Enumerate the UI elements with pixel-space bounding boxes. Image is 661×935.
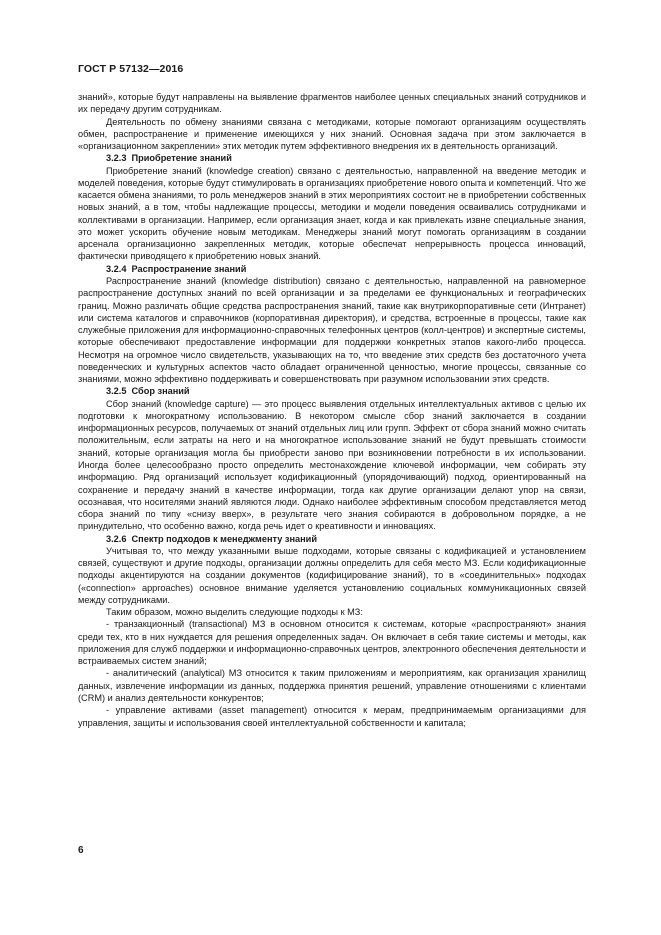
paragraph: Учитывая то, что между указанными выше подходами, которые связаны с кодификацией и установлением связей, существуют и другие подходы, организации должны определить для себя место МЗ. Если кодификационные подходы акцентируются на создании документов (кодифицирование знаний), то в «соединительных» подходах («connection» approaches) основное внимание уделяется установлению социальных коммуникационных связей между сотрудниками. bbox=[78, 545, 586, 605]
section-heading bbox=[78, 263, 586, 275]
list-item: - транзакционный (transactional) МЗ в основном относится к системам, которые «распространяют» знания среди тех, кто в них нуждается для решения определенных задач. Он включает в себя такие системы и методы, как приложения для служб поддержки и информационно-справочных центров, электронного обеспечения деятельности и встраиваемых систем знаний; bbox=[78, 619, 586, 667]
paragraph: Сбор знаний (knowledge capture) — это процесс выявления отдельных интеллектуальных активов с целью их подготовки к многократному использованию. В некотором смысле сбор знаний заключается в создании информационных ресурсов, получаемых от знаний отдельных лиц или групп. Эффект от сбора знаний можно считать положительным, если затраты на него и на многократное использование знаний не будут превышать стоимости знаний, которые организация могла бы приобрести заново при возникновении потребности в их использовании. Иногда более целесообразно просто определить местонахождение ключевой информации, чем собирать эту информацию. Ряд организаций использует кодификационный (упорядочивающий) подход, ориентированный на сохранение и передачу знаний в качестве информации, тогда как другие организации делают упор на связи, осознавая, что носителями знаний являются люди. Однако наиболее эффективным способом представляется метод сбора знаний по типу «снизу вверх», в результате чего знания собираются в добровольном порядке, а не принудительно, что особенно важно, когда речь идет о креативности и инновациях. bbox=[78, 398, 586, 532]
section-title: Сбор знаний bbox=[131, 386, 190, 397]
section-number: 3.2.5 bbox=[106, 386, 127, 397]
list-item: - управление активами (asset management) относится к мерам, предпринимаемым организациями для управления, защиты и использования своей интеллектуальной собственности и капитала; bbox=[78, 705, 586, 728]
paragraph: Деятельность по обмену знаниями связана с методиками, которые помогают организациям осуществлять обмен, распространение и применение имеющихся у них знаний. Основная задача при этом заключается в «организационном закреплении» этих методик путем эффективного внедрения их в деятельность организаций. bbox=[78, 116, 586, 152]
document-header: ГОСТ Р 57132—2016 bbox=[78, 63, 184, 75]
section-title: Спектр подходов к менеджменту знаний bbox=[131, 533, 317, 544]
section-heading bbox=[78, 152, 586, 164]
paragraph: Распространение знаний (knowledge distribution) связано с деятельностью, направленной на равномерное распространение доступных знаний по всей организации и за пределами ее функциональных и географических границ. Можно различать общие средства распространения знаний, такие как внутрикорпоративные сети (Интранет) или система каталогов и справочников (корпоративная директория), и средства, встроенные в процессы, такие как служебные приложения для информационно-справочных телефонных центров (колл-центров) и экспертные системы, которые обеспечивают предоставление информации для поддержки конкретных этапов какого-либо процесса. Несмотря на огромное число свидетельств, указывающих на то, что введение этих средств без достаточного учета поведенческих и культурных аспектов часто обладает ограниченной ценностью, многие процессы, связанные со знаниями, можно эффективно поддерживать и совершенствовать при разумном использовании этих средств. bbox=[78, 275, 586, 385]
paragraph: Таким образом, можно выделить следующие подходы к МЗ: bbox=[106, 607, 363, 618]
paragraph: Приобретение знаний (knowledge creation) связано с деятельностью, направленной на введение методик и моделей поведения, которые будут стимулировать в организациях приобретение нового опыта и компетенций. Что же касается обмена знаниями, то роль менеджеров знаний в этих мероприятиях состоит не в приобретении собственных новых знаний, а в том, чтобы надлежащие процессы, методики и модели поведения осваивались сотрудниками и коллективами в организации. Например, если организация знает, когда и как привлекать извне специальные знания, это может ускорить обучение новым методикам. Менеджеры знаний могут помогать организациям в создании арсенала организационно закрепленных методик, которые обеспечат непрерывность процесса инноваций, фактически приводящего к приобретению новых знаний. bbox=[78, 165, 586, 262]
section-heading bbox=[78, 533, 586, 545]
section-title: Приобретение знаний bbox=[131, 153, 232, 164]
section-number: 3.2.4 bbox=[106, 263, 127, 274]
page-number: 6 bbox=[78, 845, 84, 856]
section-title: Распространение знаний bbox=[131, 263, 247, 274]
paragraph: знаний», которые будут направлены на выявление фрагментов наиболее ценных специальных знаний сотрудников и их передачу другим сотрудникам. bbox=[78, 92, 586, 115]
section-number: 3.2.6 bbox=[106, 533, 127, 544]
list-item: - аналитический (analytical) МЗ относится к таким приложениям и мероприятиям, как организация хранилищ данных, извлечение информации из данных, поддержка принятия решений, управление отношениями с клиентами (CRM) и анализ деятельности конкурентов; bbox=[78, 668, 586, 704]
section-number: 3.2.3 bbox=[106, 153, 127, 164]
section-heading bbox=[78, 385, 586, 397]
document-body bbox=[78, 91, 586, 729]
